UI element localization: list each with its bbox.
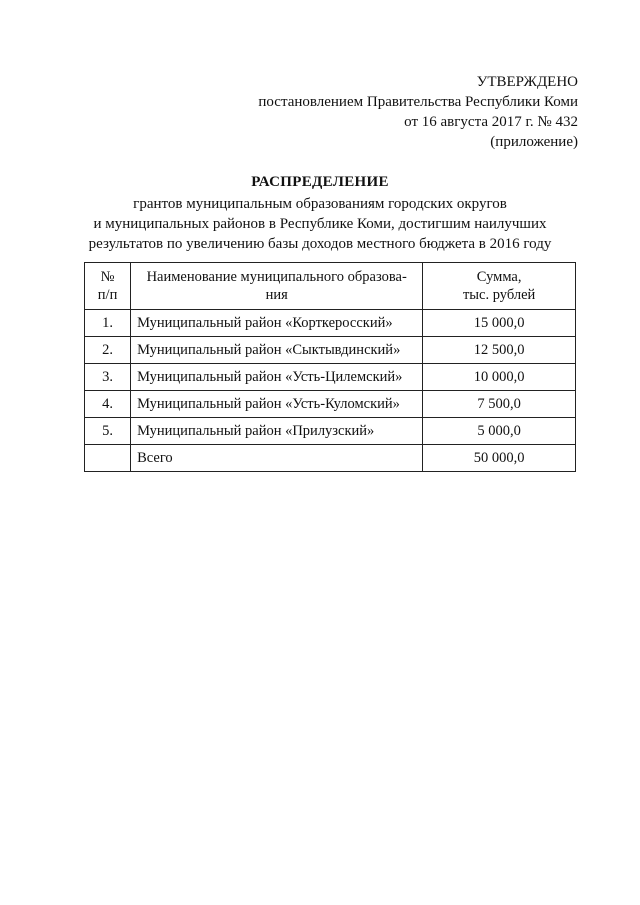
approval-date-number: от 16 августа 2017 г. № 432: [404, 114, 578, 130]
row-district-name: Муниципальный район «Усть-Куломский»: [131, 391, 423, 418]
header-name-line-1: Наименование муниципального образова-: [146, 269, 407, 285]
document-subtitle-line-1: грантов муниципальным образованиям городских округов: [133, 196, 507, 212]
table-total-row: [85, 445, 576, 472]
header-sum-line-2: тыс. рублей: [462, 287, 536, 303]
row-sum: 12 500,0: [423, 337, 576, 364]
header-sum-line-1: Сумма,: [476, 269, 522, 285]
table-row: [85, 310, 576, 337]
header-number-line-2: п/п: [97, 287, 118, 303]
row-district-name: Муниципальный район «Сыктывдинский»: [131, 337, 423, 364]
document-subtitle-line-2: и муниципальных районов в Республике Коми, достигшим наилучших: [93, 216, 547, 232]
document-title-block: [0, 172, 640, 254]
total-sum: 50 000,0: [423, 445, 576, 472]
document-subtitle-line-3: результатов по увеличению базы доходов местного бюджета в 2016 году: [88, 236, 552, 252]
row-district-name: Муниципальный район «Корткеросский»: [131, 310, 423, 337]
row-sum: 5 000,0: [423, 418, 576, 445]
row-number: 1.: [85, 310, 131, 337]
header-sum: [423, 263, 576, 310]
row-sum: 15 000,0: [423, 310, 576, 337]
header-name: [131, 263, 423, 310]
header-number-line-1: №: [100, 269, 115, 285]
document-heading: РАСПРЕДЕЛЕНИЕ: [251, 174, 389, 190]
approval-authority: постановлением Правительства Республики Коми: [258, 94, 578, 110]
approval-appendix-note: (приложение): [490, 134, 578, 150]
row-sum: 7 500,0: [423, 391, 576, 418]
total-number: [85, 445, 131, 472]
table-row: [85, 337, 576, 364]
grants-table: [84, 262, 576, 472]
row-sum: 10 000,0: [423, 364, 576, 391]
row-number: 4.: [85, 391, 131, 418]
row-number: 3.: [85, 364, 131, 391]
row-district-name: Муниципальный район «Усть-Цилемский»: [131, 364, 423, 391]
table-header-row: [85, 263, 576, 310]
table-row: [85, 391, 576, 418]
row-number: 2.: [85, 337, 131, 364]
row-number: 5.: [85, 418, 131, 445]
row-district-name: Муниципальный район «Прилузский»: [131, 418, 423, 445]
total-label: Всего: [131, 445, 423, 472]
table-row: [85, 418, 576, 445]
header-number: [85, 263, 131, 310]
approval-stamp-block: [258, 72, 578, 152]
header-name-line-2: ния: [265, 287, 288, 303]
approval-title: УТВЕРЖДЕНО: [476, 74, 578, 90]
table-row: [85, 364, 576, 391]
